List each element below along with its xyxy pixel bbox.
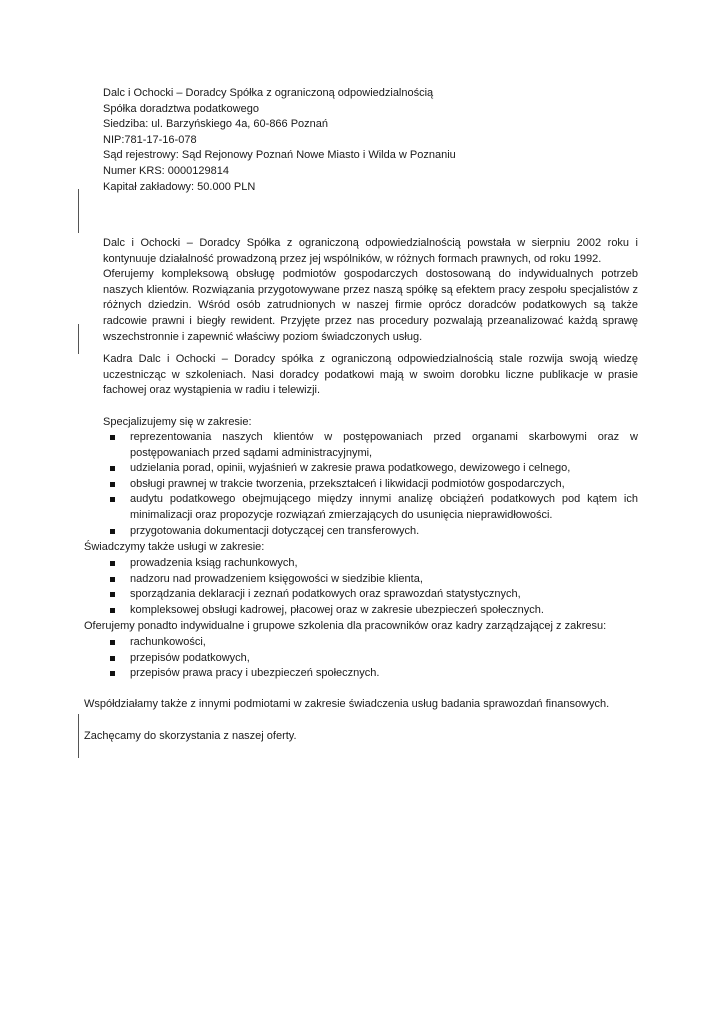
square-bullet-icon (110, 577, 115, 582)
square-bullet-icon (110, 466, 115, 471)
list-item: przygotowania dokumentacji dotyczącej cen transferowych. (108, 524, 638, 540)
square-bullet-icon (110, 561, 115, 566)
square-bullet-icon (110, 640, 115, 645)
trainings-intro: Oferujemy ponadto indywidualne i grupowe szkolenia dla pracowników oraz kadry zarządzającej z zakresu: (84, 620, 607, 632)
list-item: nadzoru nad prowadzeniem księgowości w siedzibie klienta, (108, 572, 638, 588)
history-text: Dalc i Ochocki – Doradcy Spółka z ograniczoną odpowiedzialnością powstała w sierpniu 2002 roku i kontynuuje działalność prowadzoną przez jej wspólników, w różnych formach prawnych, od roku 1992. (103, 237, 638, 265)
list-item: przepisów podatkowych, (108, 651, 638, 667)
square-bullet-icon (110, 435, 115, 440)
square-bullet-icon (110, 656, 115, 661)
offer-text: Oferujemy kompleksową obsługę podmiotów gospodarczych dostosowaną do indywidualnych potrzeb naszych klientów. Rozwiązania przygotowywane przez naszą spółkę są efektem pracy zespołu specjalistów z różnych dziedzin. Wśród osób zatrudnionych w naszej firmie oprócz doradców podatkowych są także radcowie prawni i biegły rewident. Przyjęte przez nas procedury pozwalają przeanalizować każdą sprawę wszechstronnie i zapewnić właściwy poziom świadczonych usług. (103, 268, 638, 343)
company-name: Dalc i Ochocki – Doradcy Spółka z ograniczoną odpowiedzialnością (103, 87, 434, 99)
square-bullet-icon (110, 592, 115, 597)
square-bullet-icon (110, 529, 115, 534)
services-list (108, 556, 638, 618)
company-capital: Kapitał zakładowy: 50.000 PLN (103, 180, 256, 193)
list-item: audytu podatkowego obejmującego między innymi analizę obciążeń podatkowych pod kątem ich minimalizacji oraz propozycje rozwiązań zmierzających do usunięcia nieprawidłowości. (108, 492, 638, 523)
list-item: obsługi prawnej w trakcie tworzenia, przekształceń i likwidacji podmiotów gospodarczych, (108, 477, 638, 493)
services-intro: Świadczymy także usługi w zakresie: (84, 541, 265, 553)
company-nip: NIP:781-17-16-078 (103, 133, 197, 146)
square-bullet-icon (110, 608, 115, 613)
specializations-list (108, 430, 638, 539)
list-item: sporządzania deklaracji i zeznań podatkowych oraz sprawozdań statystycznych, (108, 587, 638, 603)
square-bullet-icon (110, 497, 115, 502)
specializations-intro: Specjalizujemy się w zakresie: (103, 416, 252, 428)
list-item: rachunkowości, (108, 635, 638, 651)
company-krs: Numer KRS: 0000129814 (103, 164, 229, 177)
staff-paragraph (103, 352, 638, 399)
company-address: Siedziba: ul. Barzyńskiego 4a, 60-866 Poznań (103, 118, 329, 131)
list-item: kompleksowej obsługi kadrowej, płacowej oraz w zakresie ubezpieczeń społecznych. (108, 603, 638, 619)
list-item: udzielania porad, opinii, wyjaśnień w zakresie prawa podatkowego, dewizowego i celnego, (108, 461, 638, 477)
list-item: reprezentowania naszych klientów w postępowaniach przed organami skarbowymi oraz w postępowaniach przed sądami administracyjnymi, (108, 430, 638, 461)
list-item: prowadzenia ksiąg rachunkowych, (108, 556, 638, 572)
revision-bar (78, 189, 79, 233)
company-type: Spółka doradztwa podatkowego (103, 102, 259, 115)
trainings-list (108, 635, 638, 682)
revision-bar (78, 324, 79, 354)
intro-paragraph (103, 236, 638, 345)
cooperation-text: Współdziałamy także z innymi podmiotami w zakresie świadczenia usług badania sprawozdań finansowych. (84, 698, 610, 710)
square-bullet-icon (110, 671, 115, 676)
list-item: przepisów prawa pracy i ubezpieczeń społecznych. (108, 666, 638, 682)
company-court: Sąd rejestrowy: Sąd Rejonowy Poznań Nowe Miasto i Wilda w Poznaniu (103, 149, 456, 162)
staff-text: Kadra Dalc i Ochocki – Doradcy spółka z ograniczoną odpowiedzialnością stale rozwija swoją wiedzę uczestnicząc w szkoleniach. Nasi doradcy podatkowi mają w swoim dorobku liczne publikacje w prasie fachowej oraz wystąpienia w radiu i telewizji. (103, 353, 638, 397)
company-header (103, 86, 643, 195)
square-bullet-icon (110, 482, 115, 487)
revision-bar (78, 714, 79, 758)
invitation-text: Zachęcamy do skorzystania z naszej oferty. (84, 730, 297, 742)
